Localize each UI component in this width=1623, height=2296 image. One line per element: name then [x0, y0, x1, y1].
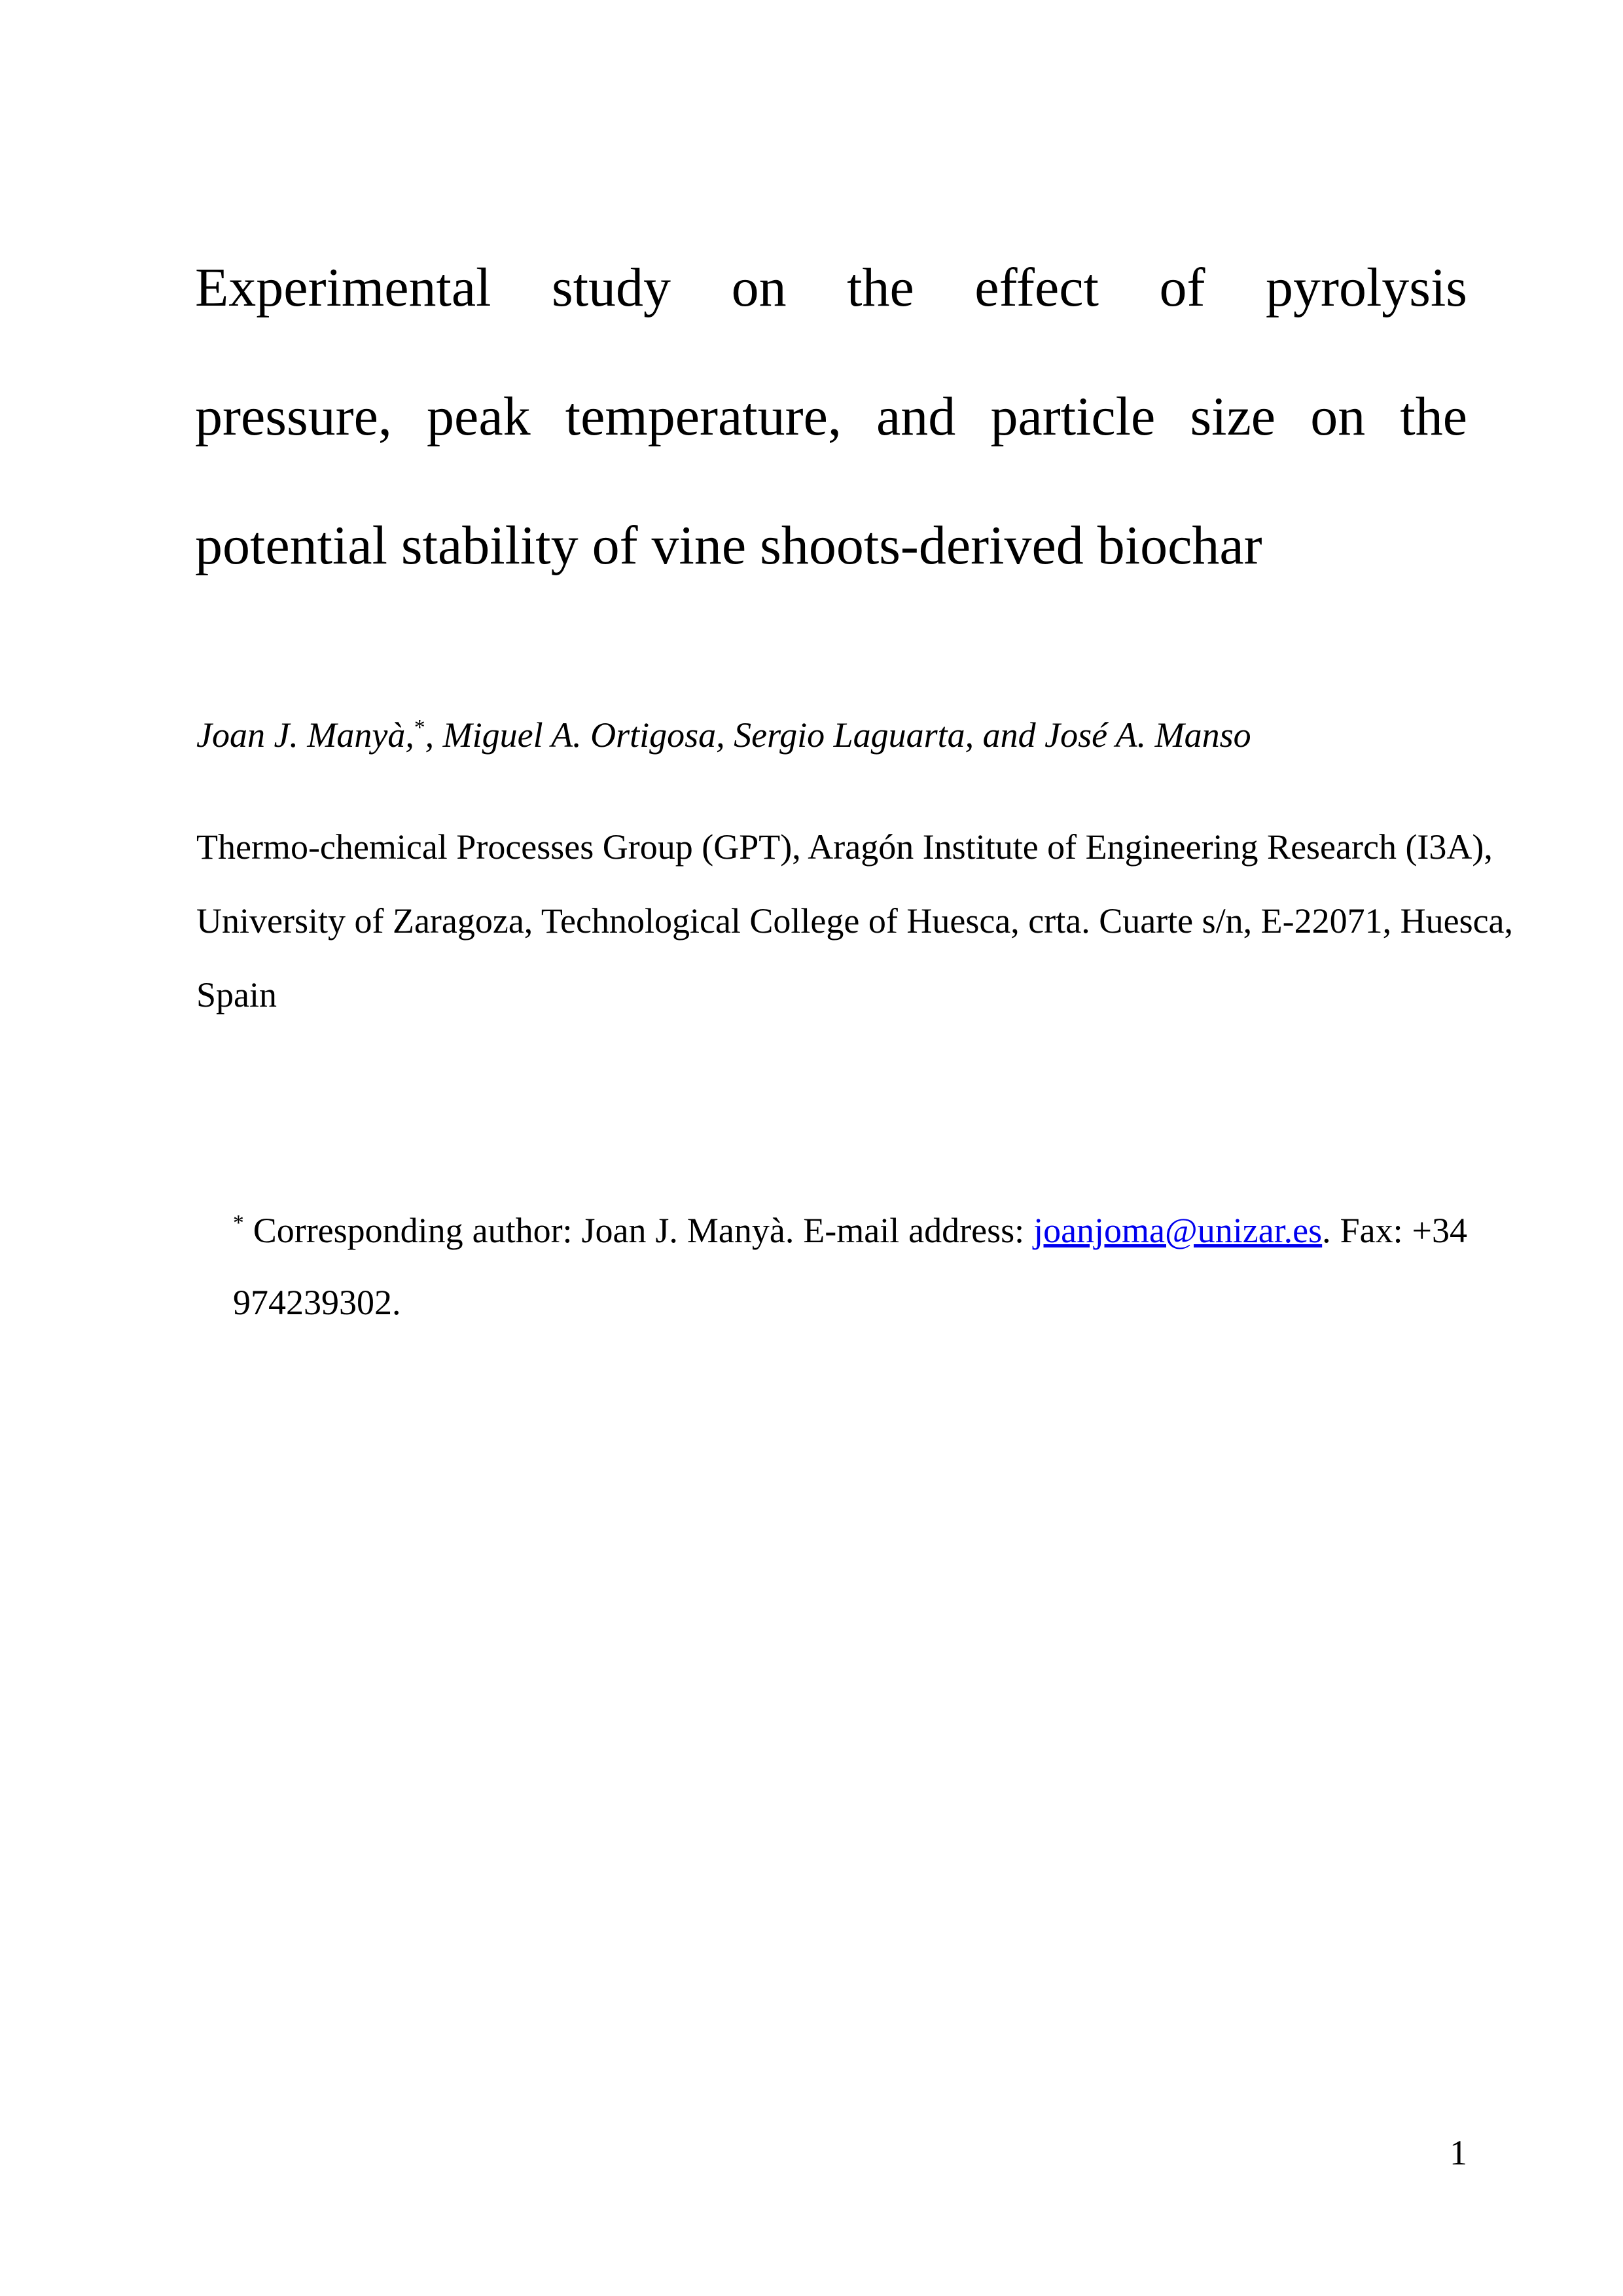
email-link[interactable]: joanjoma@unizar.es: [1033, 1211, 1323, 1250]
author-lead: Joan J. Manyà,: [196, 715, 414, 755]
authors-rest: , Miguel A. Ortigosa, Sergio Laguarta, and José A. Manso: [425, 715, 1251, 755]
page-number: 1: [1450, 2133, 1467, 2172]
affiliation: [196, 810, 1514, 1032]
footnote-text-before-email: Corresponding author: Joan J. Manyà. E-mail address:: [253, 1211, 1025, 1250]
affiliation-line-2: University of Zaragoza, Technological College of Huesca, crta. Cuarte s/n, E-22071, Huesca,: [196, 901, 1514, 941]
affiliation-line-3: Spain: [196, 975, 277, 1014]
footnote-text-after-email: . Fax: +34: [1322, 1211, 1468, 1250]
affiliation-line-1: Thermo-chemical Processes Group (GPT), Aragón Institute of Engineering Research (I3A),: [196, 827, 1493, 867]
paper-title-line-2: pressure, peak temperature, and particle size on the: [195, 386, 1467, 447]
paper-title: [195, 223, 1467, 610]
footnote-line-1: [233, 1194, 1467, 1266]
paper-title-line-1: Experimental study on the effect of pyrolysis: [195, 257, 1467, 318]
corresponding-author-footnote: [233, 1194, 1467, 1338]
corresponding-author-marker: *: [414, 715, 425, 740]
paper-title-line-3: potential stability of vine shoots-derived biochar: [195, 515, 1262, 576]
footnote-line-2: 974239302.: [233, 1283, 401, 1322]
footnote-marker: *: [233, 1211, 244, 1235]
authors-line: [196, 698, 1469, 772]
